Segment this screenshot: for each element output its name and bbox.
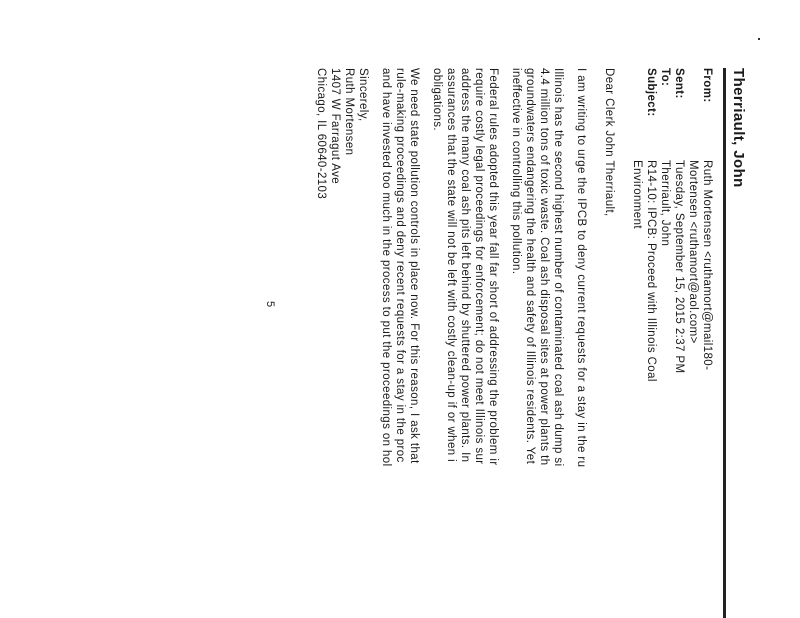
paragraph-line: and have invested too much in the process to put the proceedings on hol — [380, 68, 392, 467]
signature-block — [314, 68, 356, 618]
signature-line: Ruth Mortensen — [343, 68, 355, 156]
paragraph-line: 4.4 million tons of toxic waste. Coal ash disposal sites at power plants th — [538, 68, 550, 466]
paragraph — [379, 68, 421, 618]
to-row — [658, 68, 672, 382]
page-number: 5 — [264, 301, 276, 308]
paragraph-line: Illinois has the second highest number of contaminated coal ash dump si — [552, 68, 564, 467]
paragraph-line: ineffective in controlling this pollution. — [510, 68, 522, 275]
email-header — [630, 68, 714, 382]
from-value — [686, 160, 714, 382]
subject-value — [630, 160, 658, 382]
subject-value-line: Environment — [631, 160, 643, 229]
paragraph — [574, 68, 588, 618]
paragraph-line: rule-making proceedings and deny recent requests for a stay in the proc — [394, 68, 406, 463]
paragraph-line: obligations. — [431, 68, 443, 131]
from-value-line: Mortensen <ruthamort@aol.com> — [687, 160, 699, 344]
email-document — [314, 68, 747, 618]
to-value: Therriault, John — [659, 160, 671, 247]
subject-value-line: R14-10: IPCB: Proceed with Illinois Coal — [645, 160, 657, 382]
signature-line: Chicago, IL 60640-2103 — [315, 68, 327, 200]
paragraph-line: I am writing to urge the IPCB to deny current requests for a stay in the ru — [575, 68, 587, 468]
subject-label: Subject: — [645, 68, 657, 117]
paragraph-line: assurances that the state will not be left with costly clean-up if or when i — [445, 68, 457, 463]
sent-row — [672, 68, 686, 382]
paragraph — [430, 68, 500, 618]
sent-value: Tuesday, September 15, 2015 2:37 PM — [673, 160, 685, 374]
salutation: Dear Clerk John Therriault, — [603, 68, 615, 217]
paragraph-line: We need state pollution controls in place now. For this reason, I ask that — [408, 68, 420, 464]
from-row — [686, 68, 714, 382]
from-label: From: — [701, 68, 713, 103]
scan-speck — [758, 38, 760, 40]
document-title: Therriault, John — [730, 68, 747, 188]
signature-line: 1407 W Farragut Ave — [329, 68, 341, 185]
subject-row — [630, 68, 658, 382]
sent-label: Sent: — [673, 68, 685, 99]
paragraph-line: require costly legal proceedings for enforcement; do not meet Illinois sur — [473, 68, 485, 465]
title-divider — [723, 68, 726, 618]
paragraph-line: address the many coal ash pits left behind by shuttered power plants. In — [459, 68, 471, 463]
closing: Sincerely, — [357, 68, 369, 122]
paragraph — [509, 68, 565, 618]
paragraph-line: Federal rules adopted this year fall far short of addressing the problem ir — [487, 68, 499, 466]
to-label: To: — [659, 68, 671, 87]
paragraph-line: groundwaters endangering the health and safety of Illinois residents. Yet — [524, 68, 536, 465]
from-value-line: Ruth Mortensen <ruthamort@mail180- — [701, 160, 713, 371]
